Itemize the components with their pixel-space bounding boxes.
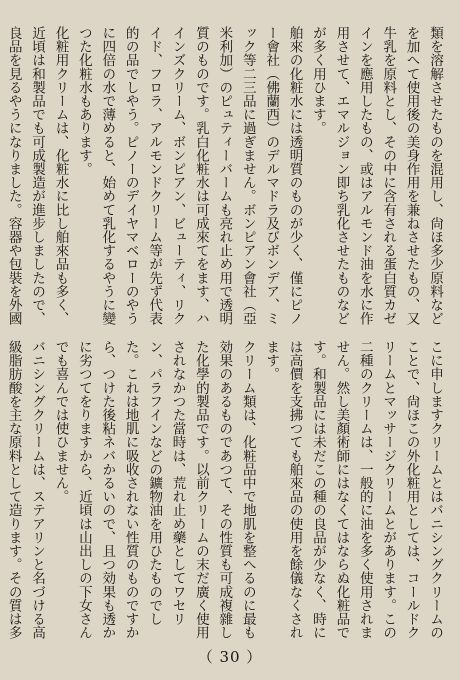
upper-text-block	[5, 26, 446, 326]
page-number: （ 30 ）	[197, 648, 263, 666]
paragraph: こに申しますクリームとはバニシングクリームのことで、尙ほこの外化粧用としては、コールドクリームとマッサージクリームとがあります。この二種のクリームは、一般的に油を多く使用されません。然し美顏術師にはなくてはならぬ化粧品です。和製品には未だこの種の良品が少なく、時には高價を支拂つても舶來品の使用を餘儀なくされます。	[263, 340, 443, 640]
paragraph: バニシングクリームは、ステアリンと名づける高級脂肪酸を主な原料として造ります。その質は多	[5, 340, 46, 640]
paragraph: 舶來の化粧水には透明質のものが少く、僅にピノー會社（佛蘭西）のデルマドラ及びボンデア、ミック等二三品に過ぎません。ボンピアン會社（亞米利加）のピュティーバームも亮れ止め用で透明質のものです。乳白化粧水は可成來てをます、ハインズクリーム、ボンピアン、ビューティ、リクイド、フロラ、アルモンドクリーム等が先ず代表的の品でしやう。ピノーのデイヤマベローのやうに四倍の水で薄めると、始めて乳化するやうに變つた化粧水もあります。	[75, 26, 303, 326]
paragraph: 化粧用クリームは、化粧水に比し舶來品も多く、近頃は和製品でも可成製造が進步しましたので、良品を見るやうになりました。容器や包裝を外國	[5, 26, 69, 326]
paragraph: 類を溶解させたものを混用し、尙ほ多少原料などを加へて使用後の美身作用を兼ねさせたもの、又牛乳を原料とし、その中に含有される蛋白質カゼインを應用したもの、或はアルモンド油を水に作用させて、エマルジョン即ち乳化させたものなどが多く用ひます。	[309, 26, 443, 326]
paragraph: クリーム類は、化粧品中で地肌を整へるのに最も効果のあるものであつて、その性質も可成複雜した化學的製品です。以前クリームの末だ廣く使用されなかつた當時は、荒れ止め藥としてワセリン、パラフインなどの鑛物油を用ひたものでした。これは地肌に吸收されない性質のものですから、つけた後粘ネバかるいので、且つ効果も透かに劣つてをりますから、近頃は山出しの下女さんでも喜んでは使ひません。	[52, 340, 256, 640]
lower-text-block	[5, 340, 446, 640]
